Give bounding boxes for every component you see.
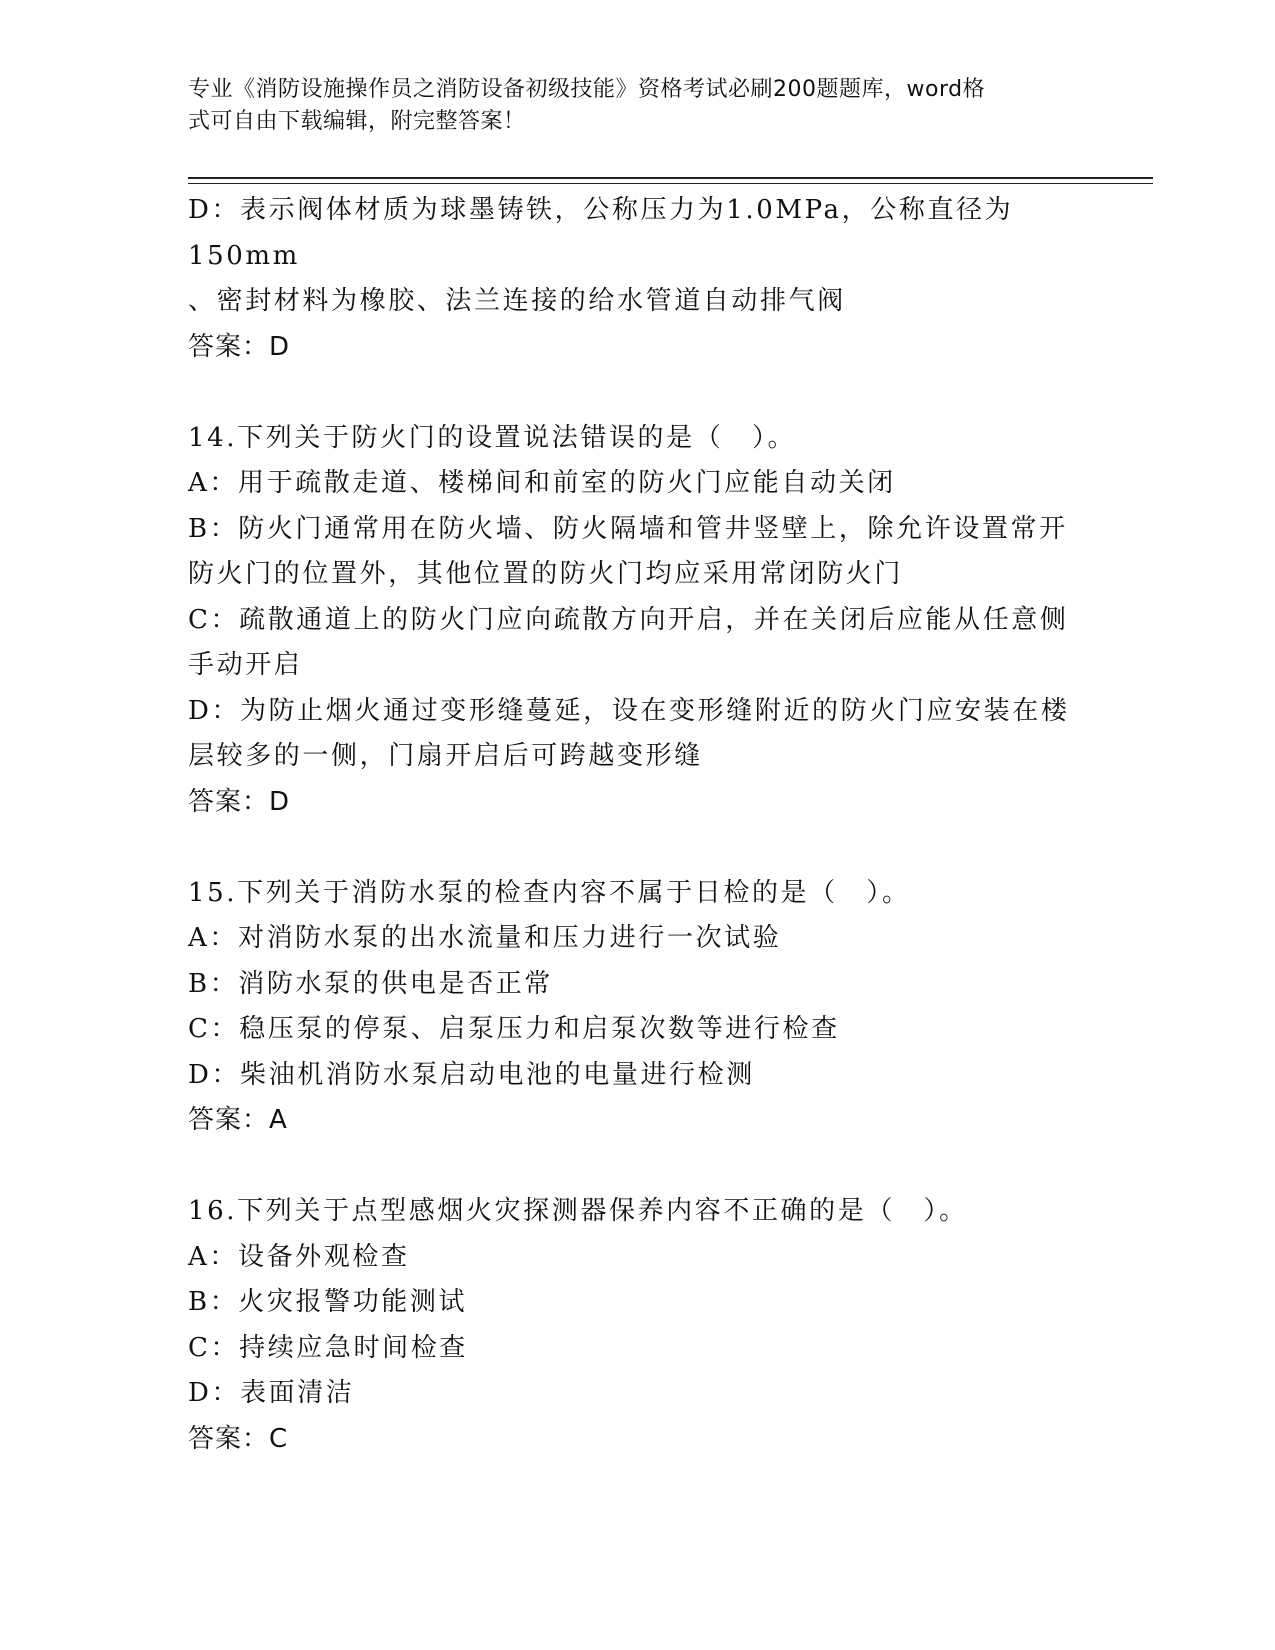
header-rule-thin xyxy=(188,183,1153,184)
option-d-line-2: 层较多的一侧，门扇开启后可跨越变形缝 xyxy=(188,741,703,771)
option-d-line-2: 、密封材料为橡胶、法兰连接的给水管道自动排气阀 xyxy=(188,286,846,316)
option-c: C：稳压泵的停泵、启泵压力和启泵次数等进行检查 xyxy=(188,1014,840,1044)
option-c-line-1: C：疏散通道上的防火门应向疏散方向开启，并在关闭后应能从任意侧 xyxy=(188,604,1069,635)
answer: 答案：D xyxy=(188,331,291,362)
answer: 答案：C xyxy=(188,1423,289,1454)
question-text: 15.下列关于消防水泵的检查内容不属于日检的是（ ）。 xyxy=(188,877,911,908)
document-header xyxy=(188,74,1068,138)
header-rule-thick xyxy=(188,177,1153,179)
option-d: D：表面清洁 xyxy=(188,1378,355,1408)
option-b: B：火灾报警功能测试 xyxy=(188,1287,468,1317)
previous-question-tail xyxy=(188,188,1088,370)
question-14 xyxy=(188,416,1088,826)
answer: 答案：A xyxy=(188,1105,288,1135)
question-text: 14.下列关于防火门的设置说法错误的是（ ）。 xyxy=(188,422,797,453)
header-line-1: 专业《消防设施操作员之消防设备初级技能》资格考试必刷200题题库，word格 xyxy=(188,77,986,102)
answer: 答案：D xyxy=(188,786,291,817)
option-b-line-1: B：防火门通常用在防火墙、防火隔墙和管井竖壁上，除允许设置常开 xyxy=(188,513,1068,544)
option-c: C：持续应急时间检查 xyxy=(188,1332,468,1363)
option-b: B：消防水泵的供电是否正常 xyxy=(188,968,553,999)
question-text: 16.下列关于点型感烟火灾探测器保养内容不正确的是（ ）。 xyxy=(188,1196,968,1226)
question-16 xyxy=(188,1189,1088,1462)
option-c-line-2: 手动开启 xyxy=(188,650,303,680)
header-line-2: 式可自由下载编辑，附完整答案！ xyxy=(188,109,526,134)
option-d: D：柴油机消防水泵启动电池的电量进行检测 xyxy=(188,1059,755,1090)
question-15 xyxy=(188,871,1088,1144)
document-body xyxy=(188,188,1088,1462)
option-a: A：对消防水泵的出水流量和压力进行一次试验 xyxy=(188,923,782,953)
option-d-line-1: D：为防止烟火通过变形缝蔓延，设在变形缝附近的防火门应安装在楼 xyxy=(188,695,1070,726)
option-b-line-2: 防火门的位置外，其他位置的防火门均应采用常闭防火门 xyxy=(188,559,904,589)
option-a: A：用于疏散走道、楼梯间和前室的防火门应能自动关闭 xyxy=(188,468,896,498)
option-d-line-1: D：表示阀体材质为球墨铸铁，公称压力为1.0MPa，公称直径为150mm xyxy=(188,195,1014,271)
option-a: A：设备外观检查 xyxy=(188,1241,410,1272)
